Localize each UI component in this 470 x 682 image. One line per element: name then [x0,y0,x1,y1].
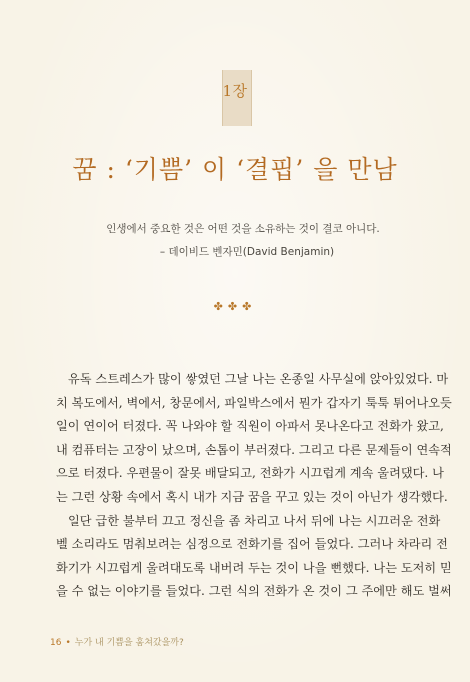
page-footer [50,635,184,648]
text-line: 일이 연이어 터졌다. 꼭 나와야 할 직원이 아파서 못나온다고 전화가 왔고, [56,419,444,434]
text-line: 일단 급한 불부터 끄고 정신을 좀 차리고 나서 뒤에 나는 시끄러운 전화 [68,513,441,528]
text-line: 는 그런 상황 속에서 혹시 내가 지금 꿈을 꾸고 있는 것이 아닌가 생각했다. [56,489,448,504]
text-line: 유독 스트레스가 많이 쌓였던 그날 나는 온종일 사무실에 앉아있었다. 마 [68,372,449,386]
chapter-label: 1장 [222,82,248,100]
page-number: 16 [50,638,62,648]
body-text [56,368,452,604]
text-line: 내 컴퓨터는 고장이 났으며, 손톱이 부러졌다. 그리고 다른 문제들이 연속적 [56,442,452,457]
footer-separator: • [65,638,71,648]
chapter-title: 꿈 : ‘기쁨’ 이 ‘결핍’ 을 만남 [72,155,398,184]
ornament-divider: ✤✤✤ [213,300,257,313]
text-line: 치 복도에서, 벽에서, 창문에서, 파일박스에서 뭔가 갑자기 툭툭 튀어나오듯 [56,395,452,410]
text-line: 으로 터졌다. 우편물이 잘못 배달되고, 전화가 시끄럽게 계속 울려댔다. 나 [56,466,444,481]
running-book-title: 누가 내 기쁨을 훔쳐갔을까? [74,638,184,648]
epigraph-author: – 데이비드 벤자민(David Benjamin) [159,246,335,258]
text-line: 을 수 없는 이야기를 들었다. 그런 식의 전화가 온 것이 그 주에만 해도 벌써 [56,584,452,599]
epigraph-quote: 인생에서 중요한 것은 어떤 것을 소유하는 것이 결코 아니다. [106,223,380,235]
text-line: 벨 소리라도 멈춰보려는 심정으로 전화기를 집어 들었다. 그러나 차라리 전 [56,537,448,552]
text-line: 화기가 시끄럽게 울려대도록 내버려 두는 것이 나을 뻔했다. 나는 도저히 믿 [56,560,452,575]
